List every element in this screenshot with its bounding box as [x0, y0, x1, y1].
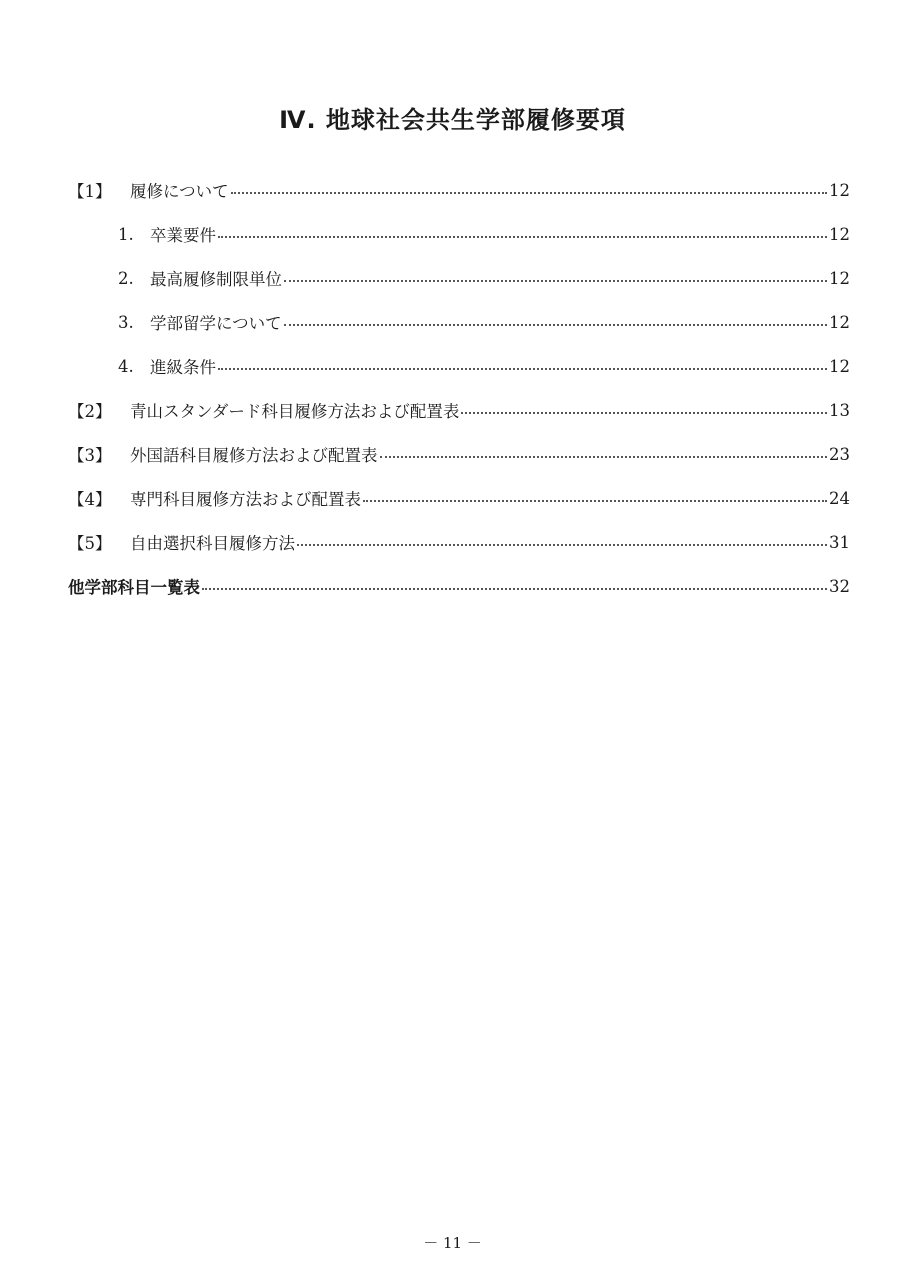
dot-leader	[231, 192, 827, 194]
toc-entry[interactable]	[68, 476, 850, 520]
toc-entry-page: 31	[829, 532, 850, 552]
dot-leader	[284, 324, 827, 326]
toc-subentry-number: 2.	[118, 268, 134, 288]
toc-subentry-page: 12	[829, 268, 850, 288]
toc-entry-number: 【4】	[68, 490, 112, 509]
toc-entry-number: 【2】	[68, 402, 112, 421]
dot-leader	[461, 412, 827, 414]
dot-leader	[297, 544, 827, 546]
toc-entry-label: 外国語科目履修方法および配置表	[130, 446, 378, 465]
toc-subentry-number: 4.	[118, 356, 134, 376]
dot-leader	[202, 588, 827, 590]
toc-subentry-label: 学部留学について	[150, 314, 282, 333]
toc-subentry[interactable]	[68, 300, 850, 344]
toc-entry-number: 【1】	[68, 182, 112, 201]
dot-leader	[284, 280, 827, 282]
toc-subentry-label: 最高履修制限単位	[150, 270, 282, 289]
toc-entry[interactable]	[68, 520, 850, 564]
page-number: － 11 －	[423, 1234, 482, 1252]
toc-entry-page: 32	[829, 576, 850, 596]
dot-leader	[218, 236, 827, 238]
toc-subentry[interactable]	[68, 344, 850, 388]
toc-subentry-page: 12	[829, 224, 850, 244]
toc-subentry[interactable]	[68, 212, 850, 256]
toc-subentry-page: 12	[829, 356, 850, 376]
toc-entry-label: 他学部科目一覧表	[68, 578, 200, 597]
toc-entry-label: 青山スタンダード科目履修方法および配置表	[130, 402, 460, 421]
toc-entry-label: 自由選択科目履修方法	[130, 534, 295, 553]
toc-entry-page: 23	[829, 444, 850, 464]
toc-entry[interactable]	[68, 388, 850, 432]
toc-entry-label: 履修について	[130, 182, 229, 201]
toc-entry-number: 【3】	[68, 446, 112, 465]
dot-leader	[218, 368, 827, 370]
toc-entry-page: 13	[829, 400, 850, 420]
toc-subentry-number: 3.	[118, 312, 134, 332]
toc-entry-page: 24	[829, 488, 850, 508]
toc-entry-label: 専門科目履修方法および配置表	[130, 490, 361, 509]
table-of-contents	[68, 168, 850, 608]
toc-subentry-label: 卒業要件	[150, 226, 216, 245]
toc-entry-number: 【5】	[68, 534, 112, 553]
toc-subentry-label: 進級条件	[150, 358, 216, 377]
toc-entry[interactable]	[68, 564, 850, 608]
page-title: Ⅳ. 地球社会共生学部履修要項	[279, 106, 626, 134]
toc-entry[interactable]	[68, 168, 850, 212]
dot-leader	[363, 500, 827, 502]
toc-entry-page: 12	[829, 180, 850, 200]
toc-subentry-number: 1.	[118, 224, 134, 244]
toc-subentry-page: 12	[829, 312, 850, 332]
toc-subentry[interactable]	[68, 256, 850, 300]
dot-leader	[380, 456, 828, 458]
toc-entry[interactable]	[68, 432, 850, 476]
